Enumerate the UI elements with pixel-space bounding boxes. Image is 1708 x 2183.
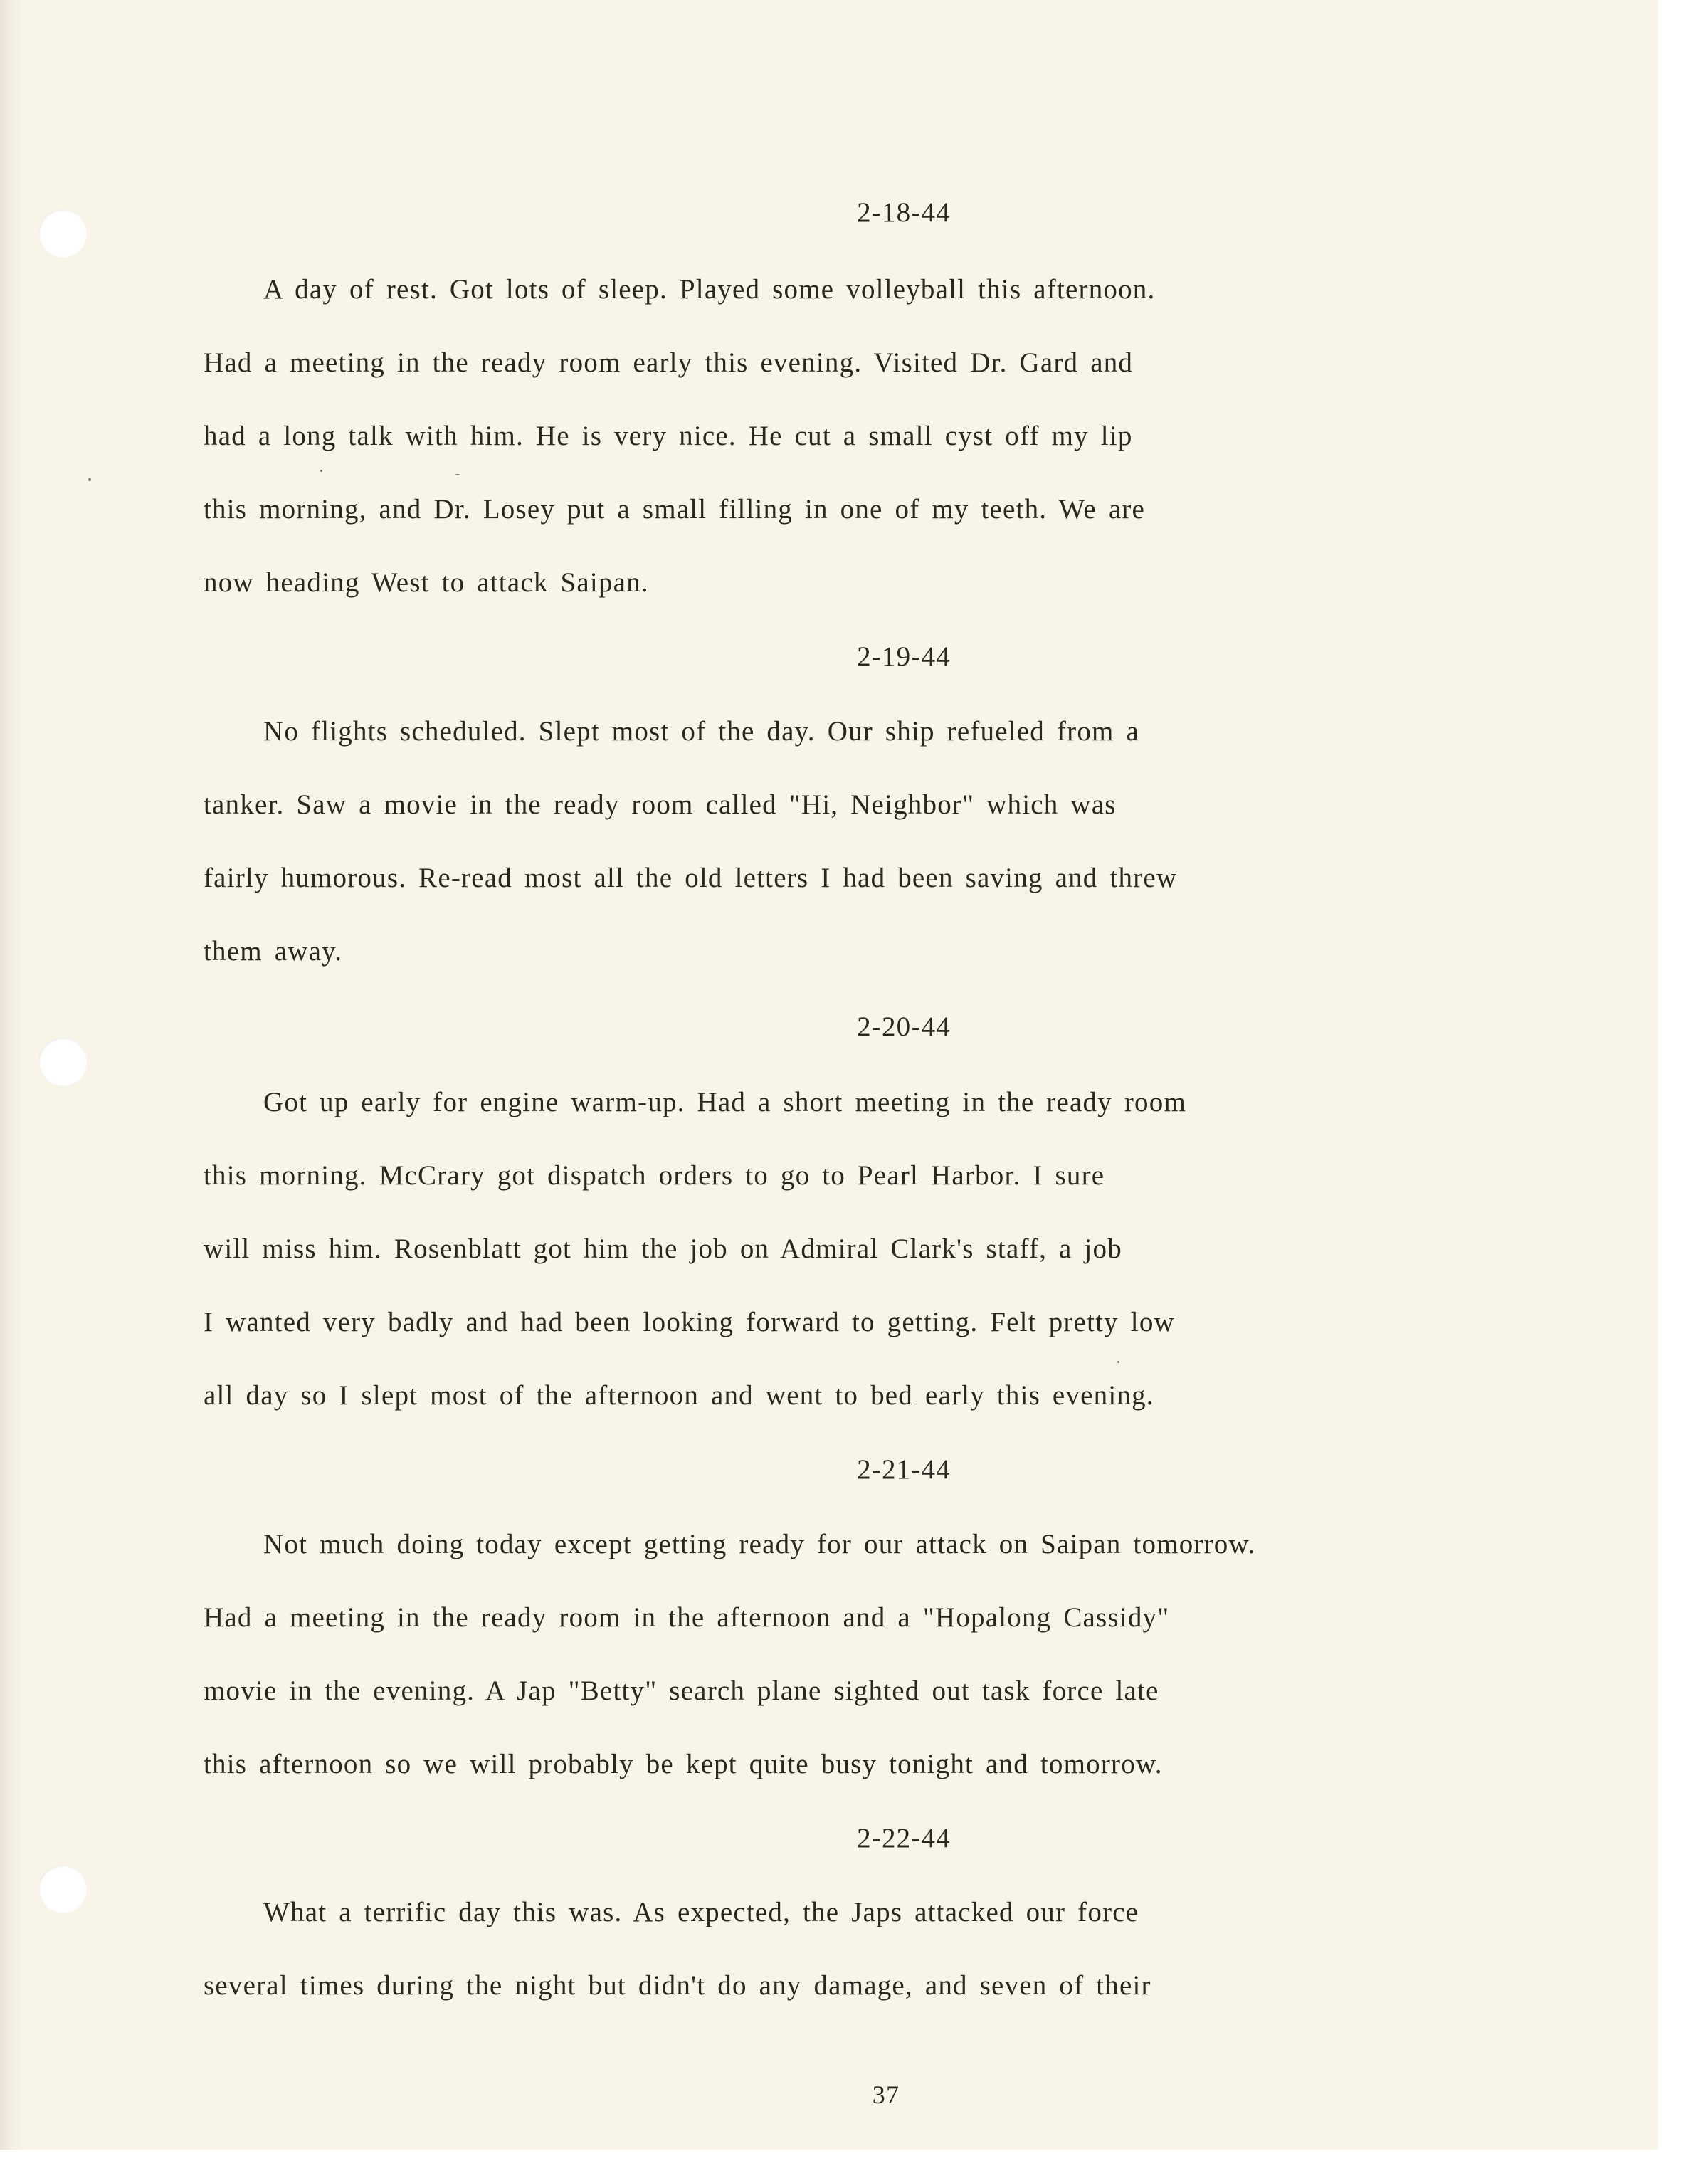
- entry-line: No flights scheduled. Slept most of the day. Our ship refueled from a: [263, 716, 1140, 747]
- entry-date: 2-18-44: [857, 197, 951, 228]
- scan-margin-bottom: [0, 2150, 1708, 2183]
- entry-line: had a long talk with him. He is very nice. He cut a small cyst off my lip: [204, 421, 1133, 451]
- paper-speck: [455, 474, 460, 475]
- punch-hole-middle: [38, 1038, 87, 1086]
- entry-date: 2-20-44: [857, 1011, 951, 1042]
- entry-line: A day of rest. Got lots of sleep. Played some volleyball this afternoon.: [263, 274, 1156, 305]
- entry-line: movie in the evening. A Jap "Betty" search plane sighted out task force late: [204, 1676, 1159, 1706]
- page-number: 37: [872, 2081, 900, 2109]
- entry-line: this morning. McCrary got dispatch orders to go to Pearl Harbor. I sure: [204, 1160, 1105, 1191]
- entry-line: several times during the night but didn't do any damage, and seven of their: [204, 1970, 1151, 2001]
- entry-line: all day so I slept most of the afternoon and went to bed early this evening.: [204, 1380, 1154, 1411]
- entry-line: What a terrific day this was. As expected, the Japs attacked our force: [263, 1897, 1139, 1927]
- entry-date: 2-22-44: [857, 1823, 951, 1853]
- entry-line: tanker. Saw a movie in the ready room called "Hi, Neighbor" which was: [204, 789, 1117, 820]
- entry-line: Had a meeting in the ready room in the afternoon and a "Hopalong Cassidy": [204, 1602, 1170, 1633]
- entry-line: Had a meeting in the ready room early this evening. Visited Dr. Gard and: [204, 347, 1134, 378]
- entry-date: 2-21-44: [857, 1454, 951, 1485]
- entry-line: them away.: [204, 936, 343, 967]
- entry-line: now heading West to attack Saipan.: [204, 567, 649, 598]
- paper-speck: [88, 478, 91, 481]
- entry-line: this morning, and Dr. Losey put a small filling in one of my teeth. We are: [204, 494, 1146, 525]
- scan-margin-right: [1658, 0, 1708, 2183]
- entry-line: fairly humorous. Re-read most all the old letters I had been saving and threw: [204, 863, 1178, 893]
- entry-line: I wanted very badly and had been looking forward to getting. Felt pretty low: [204, 1307, 1175, 1337]
- entry-line: will miss him. Rosenblatt got him the job on Admiral Clark's staff, a job: [204, 1233, 1122, 1264]
- entry-date: 2-19-44: [857, 641, 951, 672]
- punch-hole-bottom: [38, 1865, 87, 1913]
- entry-line: Not much doing today except getting ready for our attack on Saipan tomorrow.: [263, 1529, 1256, 1559]
- paper-speck: [1117, 1361, 1119, 1363]
- entry-line: Got up early for engine warm-up. Had a short meeting in the ready room: [263, 1087, 1186, 1117]
- entry-line: this afternoon so we will probably be kept quite busy tonight and tomorrow.: [204, 1749, 1163, 1779]
- paper-speck: [320, 470, 322, 472]
